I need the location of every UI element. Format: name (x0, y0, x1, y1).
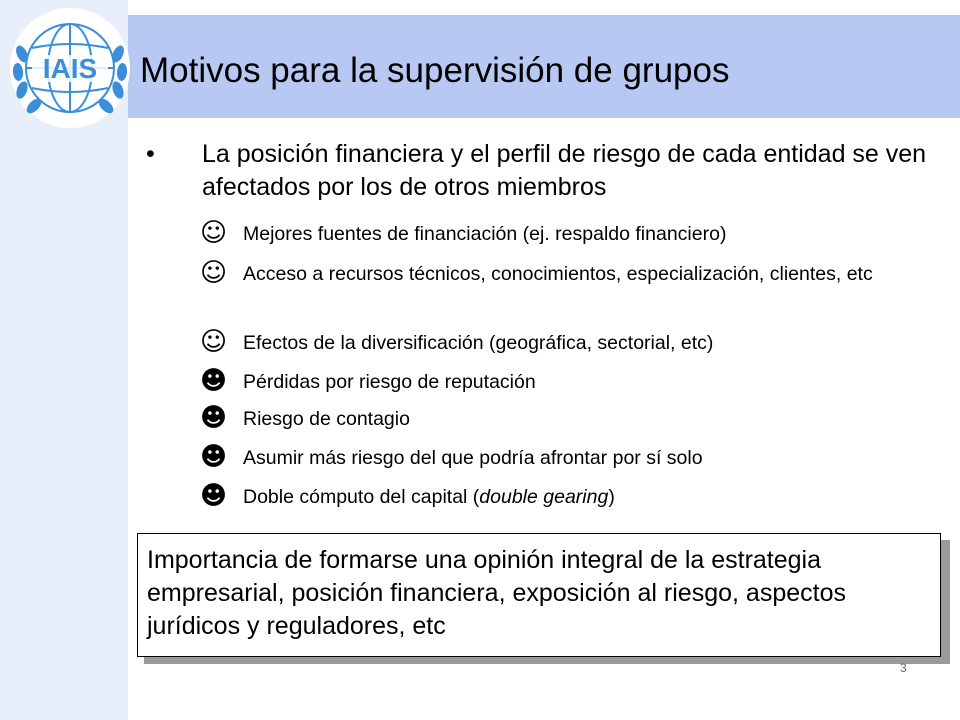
smiling-face-outline-icon: ☺ (200, 218, 228, 248)
sub-item-text: Acceso a recursos técnicos, conocimientos, especialización, clientes, etc (243, 263, 873, 285)
sub-item-text-italic: double gearing (479, 486, 609, 508)
callout-text: Importancia de formarse una opinión integral de la estrategia empresarial, posición financiera, exposición al riesgo, aspectos jurídicos y reguladores, etc (147, 546, 846, 640)
sub-item-text (243, 485, 958, 509)
slide-title: Motivos para la supervisión de grupos (140, 51, 730, 90)
iais-logo (8, 6, 132, 130)
main-bullet-text: La posición financiera y el perfil de riesgo de cada entidad se ven afectados por los de otros miembros (202, 140, 927, 201)
smiling-face-outline-icon: ☺ (200, 327, 228, 357)
sub-item-text: Asumir más riesgo del que podría afrontar por sí solo (243, 447, 703, 469)
sub-item-text-before: Doble cómputo del capital ( (243, 486, 480, 508)
smiling-face-filled-icon: ☻ (200, 403, 228, 433)
sub-item-text: Riesgo de contagio (243, 408, 410, 430)
smiling-face-filled-icon: ☻ (200, 442, 228, 472)
page-number: 3 (900, 661, 907, 675)
sub-item-text-after: ) (608, 486, 615, 508)
sub-item-text: Mejores fuentes de financiación (ej. respaldo financiero) (243, 223, 727, 245)
bullet-marker: • (146, 140, 155, 168)
smiling-face-outline-icon: ☺ (200, 258, 228, 288)
smiling-face-filled-icon: ☻ (200, 366, 228, 396)
sub-item-text: Efectos de la diversificación (geográfica, sectorial, etc) (243, 332, 714, 354)
callout-box (137, 533, 941, 657)
logo-text: IAIS (42, 53, 98, 84)
sub-item-text: Pérdidas por riesgo de reputación (243, 371, 536, 393)
smiling-face-filled-icon: ☻ (200, 481, 228, 511)
